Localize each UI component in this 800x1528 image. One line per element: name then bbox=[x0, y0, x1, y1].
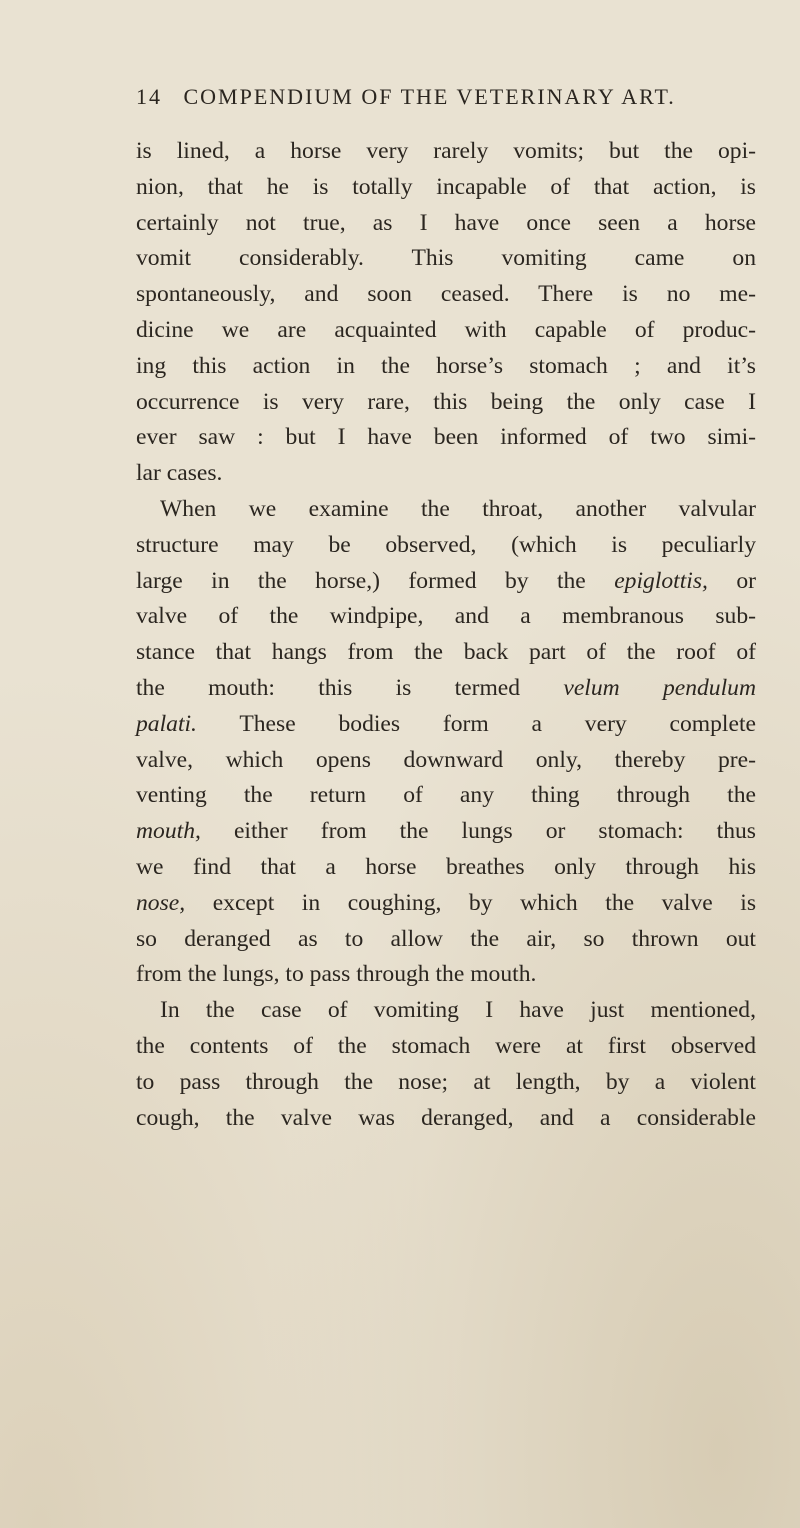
italic-term: epiglottis, bbox=[614, 567, 708, 594]
text-run: we find that a horse breathes only through his bbox=[136, 853, 756, 880]
text-run: so deranged as to allow the air, so thrown out bbox=[136, 925, 756, 952]
text-line bbox=[136, 420, 756, 456]
text-run: nion, that he is totally incapable of that action, is bbox=[136, 173, 756, 200]
text-run: dicine we are acquainted with capable of produc- bbox=[136, 316, 756, 343]
italic-term: nose, bbox=[136, 889, 186, 916]
text-line bbox=[136, 1065, 756, 1101]
text-line bbox=[136, 957, 756, 993]
text-run: from the lungs, to pass through the mouth. bbox=[136, 961, 537, 988]
text-line bbox=[136, 922, 756, 958]
text-run: cough, the valve was deranged, and a considerable bbox=[136, 1104, 756, 1131]
text-run: lar cases. bbox=[136, 460, 223, 487]
text-run: large in the horse,) formed by the bbox=[136, 567, 615, 594]
text-line bbox=[136, 134, 756, 170]
text-run: except in coughing, by which the valve is bbox=[185, 889, 756, 916]
text-line bbox=[136, 170, 756, 206]
text-run: structure may be observed, (which is peculiarly bbox=[136, 531, 756, 558]
text-run: to pass through the nose; at length, by a violent bbox=[136, 1068, 756, 1095]
text-line bbox=[136, 814, 756, 850]
text-run: These bodies form a very complete bbox=[196, 710, 756, 737]
text-line bbox=[136, 599, 756, 635]
text-run: valve, which opens downward only, thereby pre- bbox=[136, 746, 756, 773]
text-line bbox=[136, 635, 756, 671]
text-line bbox=[136, 778, 756, 814]
text-run: In the case of vomiting I have just mentioned, bbox=[160, 997, 756, 1024]
text-line bbox=[136, 1029, 756, 1065]
text-line bbox=[136, 993, 756, 1029]
text-run: occurrence is very rare, this being the only case I bbox=[136, 388, 756, 415]
running-title: COMPENDIUM OF THE VETERINARY ART. bbox=[183, 84, 676, 109]
text-run: venting the return of any thing through the bbox=[136, 782, 756, 809]
italic-term: palati. bbox=[136, 710, 197, 737]
text-line bbox=[136, 349, 756, 385]
text-line bbox=[136, 313, 756, 349]
running-header bbox=[136, 84, 756, 110]
text-run: or bbox=[707, 567, 756, 594]
text-line bbox=[136, 492, 756, 528]
text-run: is lined, a horse very rarely vomits; but the opi- bbox=[136, 138, 756, 164]
text-line bbox=[136, 886, 756, 922]
text-run: stance that hangs from the back part of the roof of bbox=[136, 639, 756, 666]
text-run: When we examine the throat, another valvular bbox=[160, 495, 756, 522]
text-run: vomit considerably. This vomiting came on bbox=[136, 245, 756, 272]
text-line bbox=[136, 528, 756, 564]
text-line bbox=[136, 1101, 756, 1137]
text-line bbox=[136, 241, 756, 277]
text-run: spontaneously, and soon ceased. There is no me- bbox=[136, 281, 756, 308]
text-run: either from the lungs or stomach: thus bbox=[200, 818, 756, 845]
body-text bbox=[136, 134, 756, 1136]
text-run: ing this action in the horse’s stomach ; and it’s bbox=[136, 352, 756, 379]
text-line bbox=[136, 277, 756, 313]
text-line bbox=[136, 564, 756, 600]
text-line bbox=[136, 456, 756, 492]
text-run: the contents of the stomach were at first observed bbox=[136, 1032, 756, 1059]
text-run: ever saw : but I have been informed of two simi- bbox=[136, 424, 756, 451]
text-line bbox=[136, 707, 756, 743]
page-number: 14 bbox=[136, 84, 162, 109]
text-line bbox=[136, 385, 756, 421]
italic-term: velum pendulum bbox=[563, 674, 756, 701]
text-line bbox=[136, 206, 756, 242]
text-line bbox=[136, 743, 756, 779]
text-line bbox=[136, 671, 756, 707]
text-run: the mouth: this is termed bbox=[136, 674, 564, 701]
text-run: certainly not true, as I have once seen a horse bbox=[136, 209, 756, 236]
text-line bbox=[136, 850, 756, 886]
italic-term: mouth, bbox=[136, 818, 201, 845]
text-run: valve of the windpipe, and a membranous sub- bbox=[136, 603, 756, 630]
